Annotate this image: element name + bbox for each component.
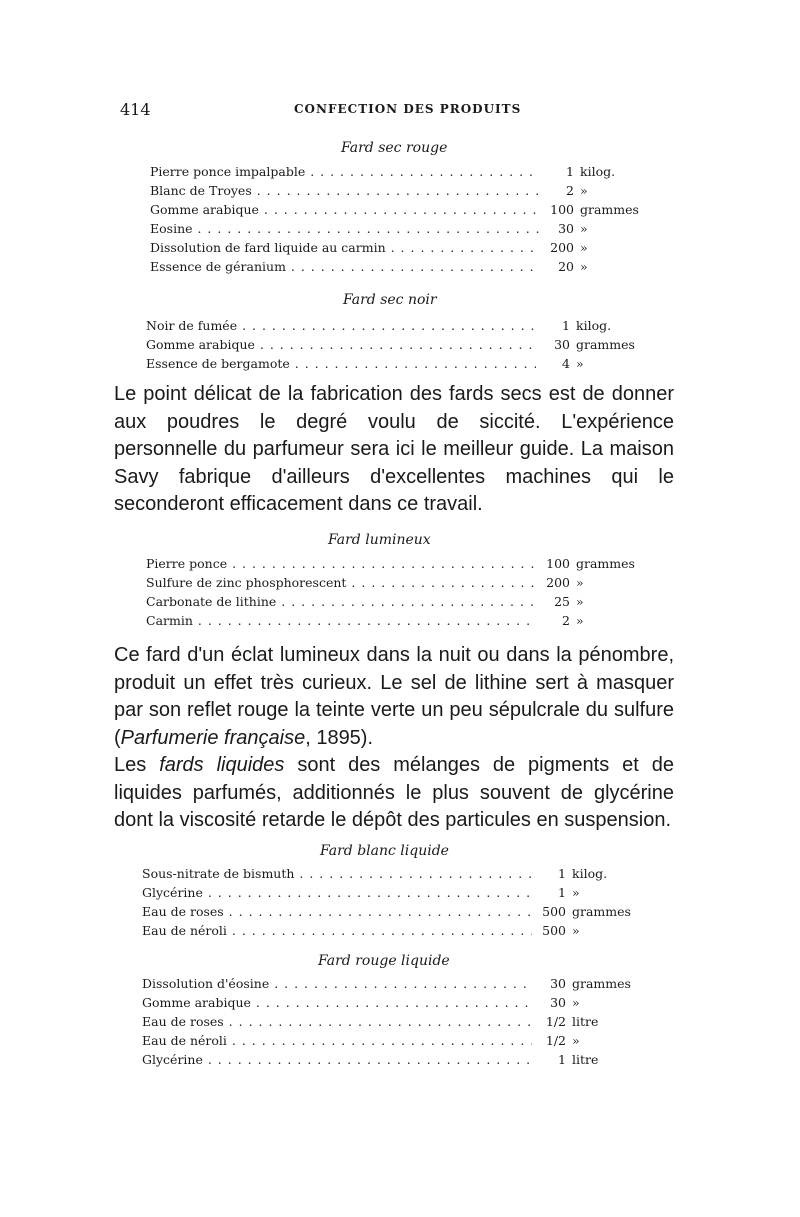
ingredient-row: Carbonate de lithine . . . 25 » [146, 594, 646, 613]
recipe-table [146, 318, 646, 375]
ingredient-row: Pierre ponce . . . 100 grammes [146, 556, 646, 575]
recipe-title: Fard sec noir [343, 292, 437, 308]
ingredient-row: Gomme arabique . . . 30 » [142, 995, 642, 1014]
recipe-title: Fard blanc liquide [320, 843, 449, 859]
ingredient-row: Sulfure de zinc phosphorescent . . . 200 » [146, 575, 646, 594]
body-paragraph: Les fards liquides sont des mélanges de pigments et de liquides parfumés, additionnés le plus souvent de glycérine dont la viscosité retarde le dépôt des particules en suspension. [114, 754, 674, 831]
ingredient-row: Gomme arabique . . . 30 grammes [146, 337, 646, 356]
ingredient-row: Sous-nitrate de bismuth . . . 1 kilog. [142, 866, 642, 885]
ingredient-row: Dissolution d'éosine . . . 30 grammes [142, 976, 642, 995]
ingredient-row: Essence de géranium . . . 20 » [150, 259, 650, 278]
ingredient-row: Pierre ponce impalpable . . . 1 kilog. [150, 164, 650, 183]
body-paragraph: Ce fard d'un éclat lumineux dans la nuit ou dans la pénombre, produit un effet très curieux. Le sel de lithine sert à masquer par son reflet rouge la teinte verte un peu sépulcrale du sulfure (Parfumerie française, 1895). [114, 644, 674, 749]
running-title: CONFECTION DES PRODUITS [294, 102, 522, 116]
ingredient-row: Gomme arabique . . . 100 grammes [150, 202, 650, 221]
ingredient-row: Eau de néroli . . . 500 » [142, 923, 642, 942]
ingredient-row: Dissolution de fard liquide au carmin . . . 200 » [150, 240, 650, 259]
ingredient-row: Noir de fumée . . . 1 kilog. [146, 318, 646, 337]
ingredient-row: Glycérine . . . 1 » [142, 885, 642, 904]
ingredient-row: Eau de roses . . . 500 grammes [142, 904, 642, 923]
page-header [120, 100, 650, 120]
recipe-table [146, 556, 646, 632]
body-paragraph: Le point délicat de la fabrication des fards secs est de donner aux poudres le degré voulu de siccité. L'expérience personnelle du parfumeur sera ici le meilleur guide. La maison Savy fabrique d'ailleurs d'excellentes machines qui le seconderont efficacement dans ce travail. [114, 383, 674, 515]
ingredient-row: Eosine . . . 30 » [150, 221, 650, 240]
emphasis: fards liquides [159, 754, 285, 776]
recipe-title: Fard rouge liquide [318, 953, 450, 969]
recipe-title: Fard sec rouge [341, 140, 448, 156]
ingredient-row: Glycérine . . . 1 litre [142, 1052, 642, 1071]
recipe-table [142, 976, 642, 1071]
ingredient-row: Eau de néroli . . . 1/2 » [142, 1033, 642, 1052]
recipe-table [150, 164, 650, 278]
recipe-table [142, 866, 642, 942]
page-number: 414 [120, 100, 151, 119]
ingredient-row: Eau de roses . . . 1/2 litre [142, 1014, 642, 1033]
citation: Parfumerie française [120, 726, 306, 749]
ingredient-row: Blanc de Troyes . . . 2 » [150, 183, 650, 202]
recipe-title: Fard lumineux [328, 532, 431, 548]
ingredient-row: Carmin . . . 2 » [146, 613, 646, 632]
ingredient-row: Essence de bergamote . . . 4 » [146, 356, 646, 375]
